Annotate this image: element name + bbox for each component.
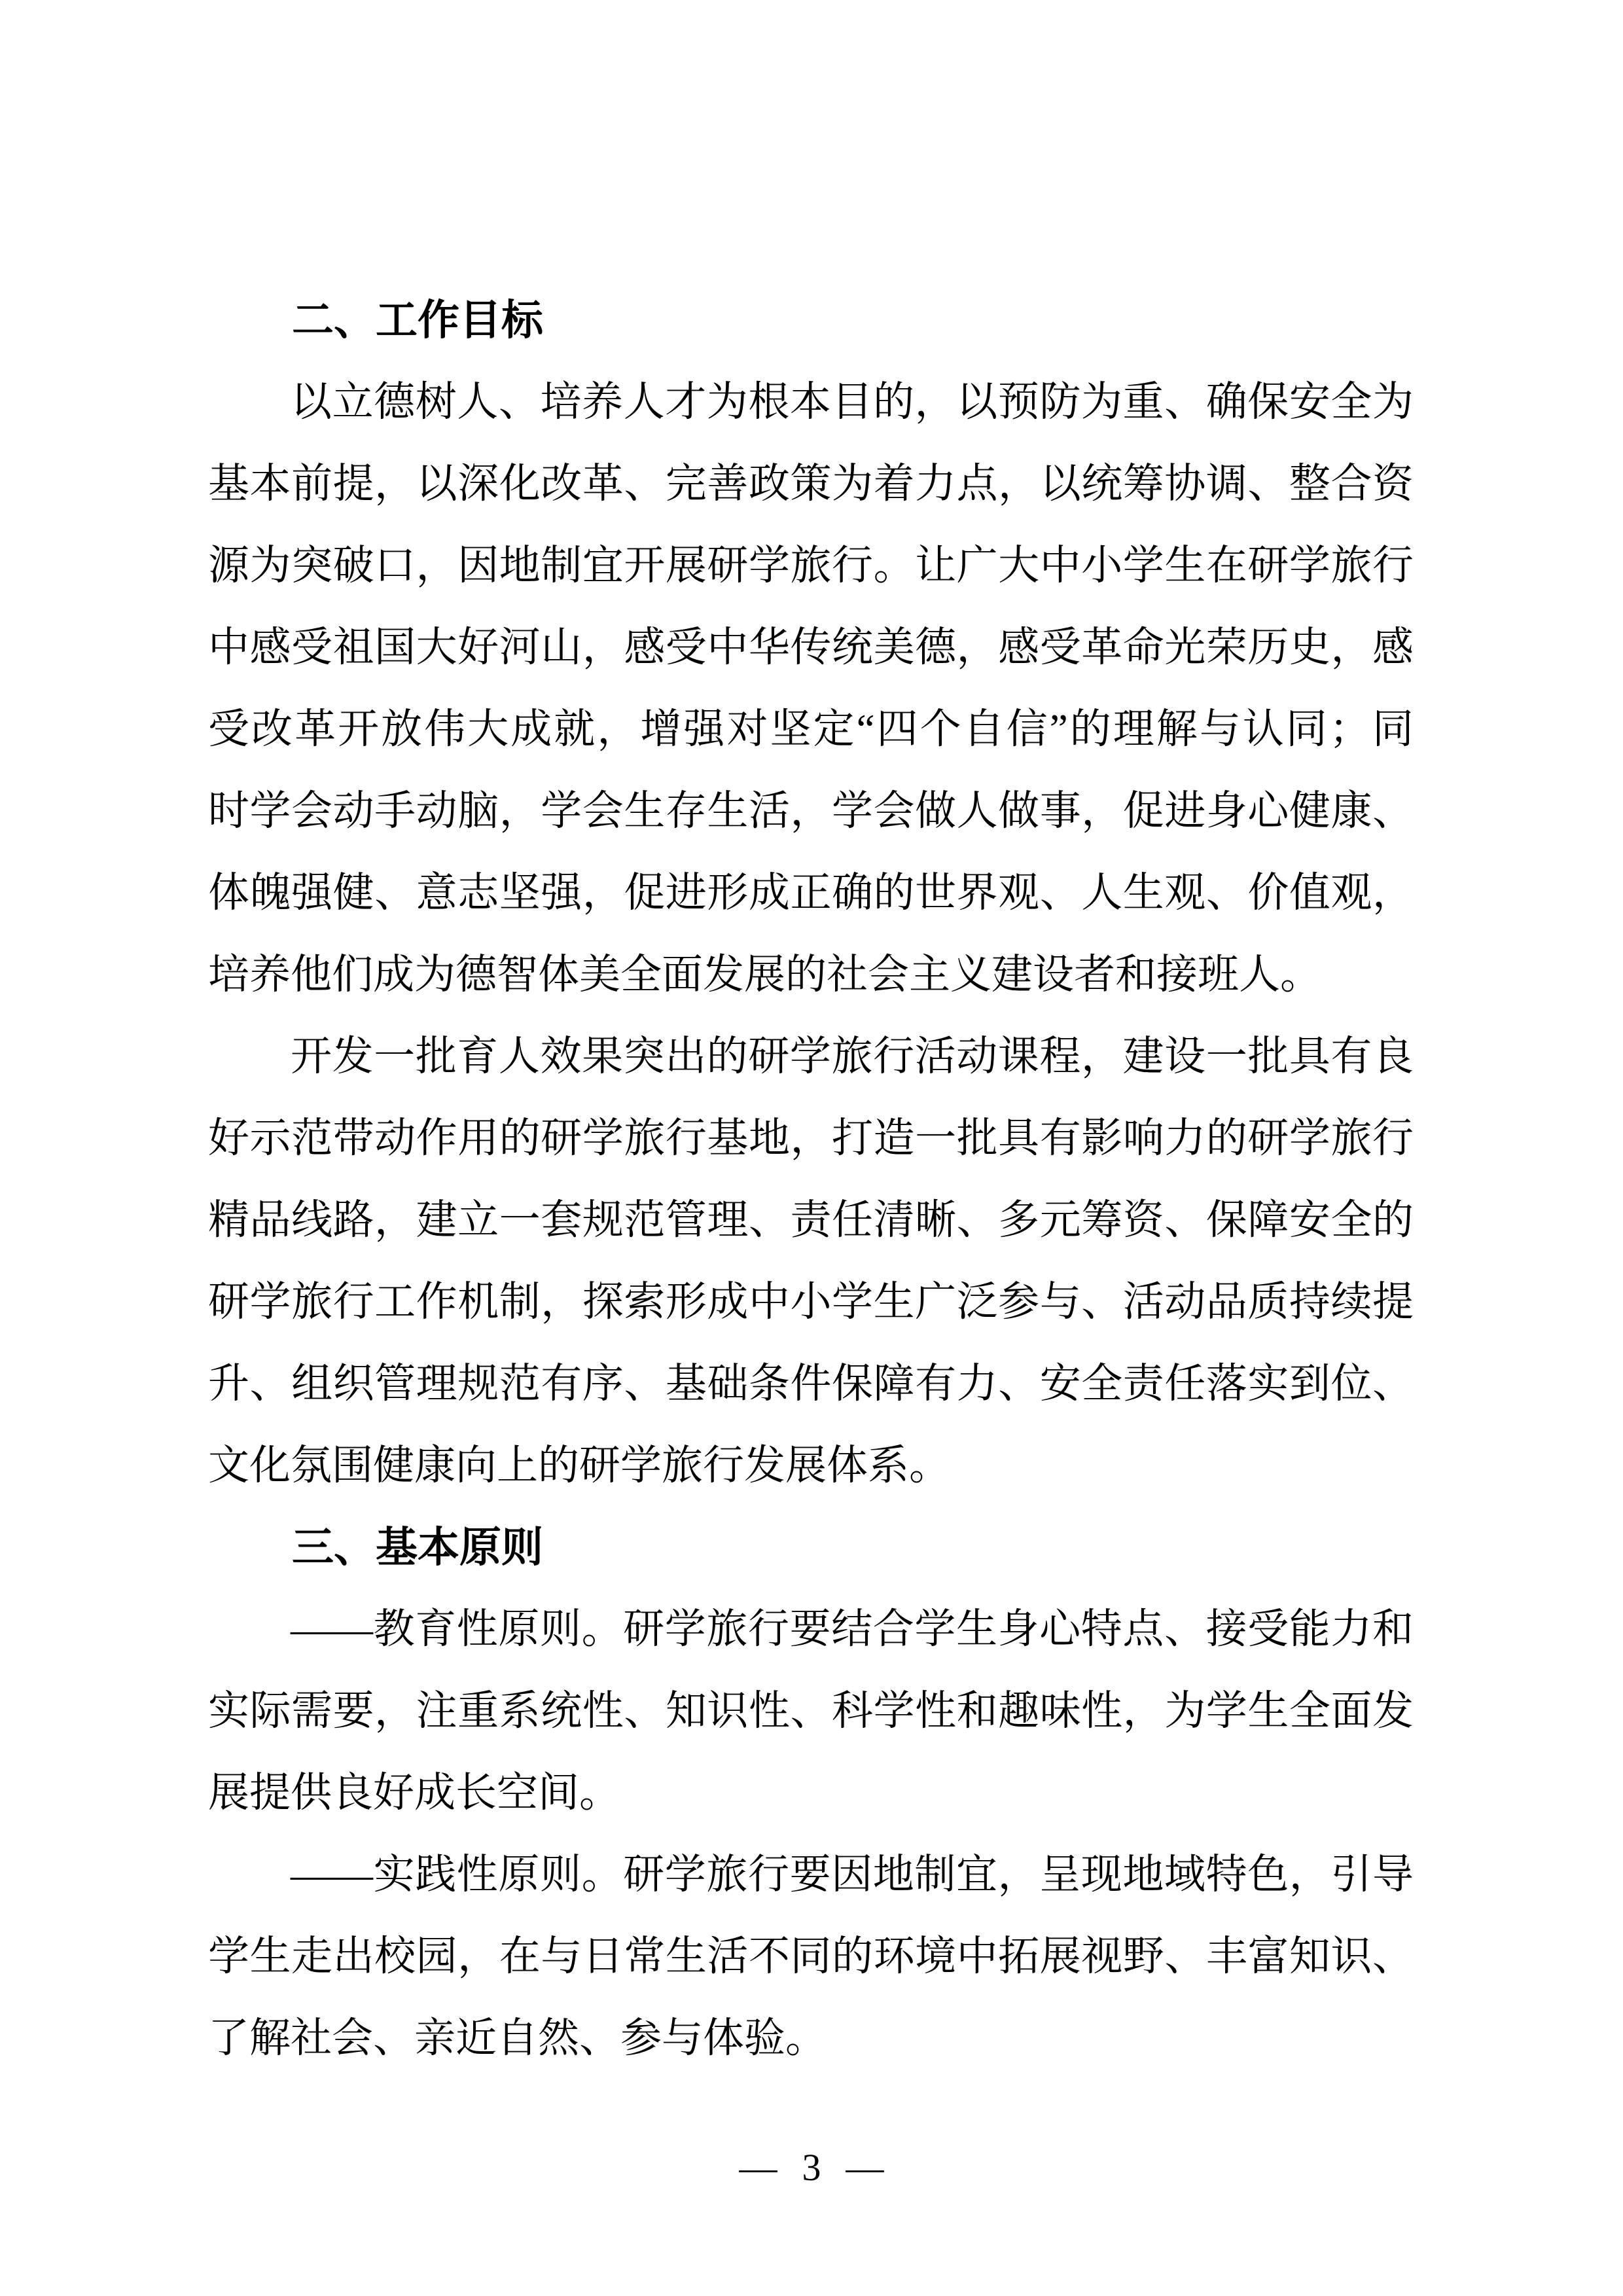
footer-dash-left: — (739, 2146, 777, 2189)
document-body (208, 279, 1414, 2079)
paragraph-line: ——实践性原则。研学旅行要因地制宜，呈现地域特色，引导 (291, 1852, 1414, 1897)
paragraph-line: 文化氛围健康向上的研学旅行发展体系。 (208, 1443, 950, 1488)
paragraph-line: 精品线路，建立一套规范管理、责任清晰、多元筹资、保障安全的 (208, 1197, 1414, 1243)
paragraph-line: 升、组织管理规范有序、基础条件保障有力、安全责任落实到位、 (208, 1361, 1414, 1407)
page-footer (0, 2148, 1623, 2187)
section-heading-basic-principles: 三、基本原则 (292, 1524, 543, 1571)
paragraph-line: 培养他们成为德智体美全面发展的社会主义建设者和接班人。 (208, 952, 1321, 997)
paragraph-line: 源为突破口，因地制宜开展研学旅行。让广大中小学生在研学旅行 (208, 543, 1414, 588)
paragraph-line: 基本前提，以深化改革、完善政策为着力点，以统筹协调、整合资 (208, 461, 1414, 507)
paragraph-line: 研学旅行工作机制，探索形成中小学生广泛参与、活动品质持续提 (208, 1279, 1414, 1325)
paragraph-line: ——教育性原则。研学旅行要结合学生身心特点、接受能力和 (291, 1606, 1414, 1652)
section-heading-work-goals: 二、工作目标 (292, 296, 543, 344)
paragraph-line: 体魄强健、意志坚强，促进形成正确的世界观、人生观、价值观， (208, 870, 1414, 916)
footer-dash-right: — (846, 2146, 884, 2189)
paragraph-line: 实际需要，注重系统性、知识性、科学性和趣味性，为学生全面发 (208, 1688, 1414, 1734)
paragraph-line: 受改革开放伟大成就，增强对坚定“四个自信”的理解与认同；同 (208, 706, 1414, 752)
paragraph-line: 学生走出校园，在与日常生活不同的环境中拓展视野、丰富知识、 (208, 1933, 1414, 1979)
paragraph-line: 好示范带动作用的研学旅行基地，打造一批具有影响力的研学旅行 (208, 1115, 1414, 1161)
paragraph-line: 了解社会、亲近自然、参与体验。 (208, 2015, 827, 2061)
paragraph-line: 展提供良好成长空间。 (208, 1770, 620, 1816)
paragraph-line: 开发一批育人效果突出的研学旅行活动课程，建设一批具有良 (291, 1033, 1414, 1079)
paragraph-line: 时学会动手动脑，学会生存生活，学会做人做事，促进身心健康、 (208, 788, 1414, 834)
paragraph-line: 以立德树人、培养人才为根本目的，以预防为重、确保安全为 (291, 379, 1414, 425)
page-number: 3 (802, 2146, 821, 2189)
paragraph-line: 中感受祖国大好河山，感受中华传统美德，感受革命光荣历史，感 (208, 624, 1414, 670)
